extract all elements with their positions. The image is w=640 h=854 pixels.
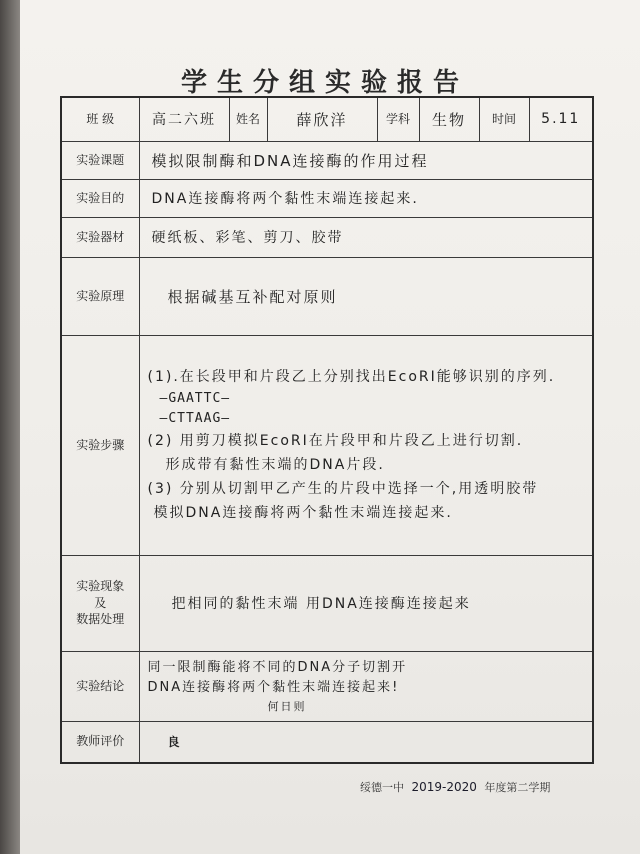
purpose-value: DNA连接酶将两个黏性末端连接起来.: [139, 179, 593, 217]
class-label: 班 级: [61, 97, 139, 141]
report-table: [60, 96, 594, 764]
materials-value: 硬纸板、彩笔、剪刀、胶带: [139, 217, 593, 257]
subject-label: 学科: [377, 97, 419, 141]
step-1: (1).在长段甲和片段乙上分别找出EcoRⅠ能够识别的序列.: [147, 369, 556, 385]
sequence-top: —GAATTC—: [159, 391, 231, 406]
principle-label: 实验原理: [61, 257, 139, 335]
time-value: 5.11: [529, 97, 593, 141]
step-3-cont: 模拟DNA连接酶将两个黏性末端连接起来.: [153, 505, 453, 521]
topic-label: 实验课题: [61, 141, 139, 179]
evaluation-label: 教师评价: [61, 721, 139, 763]
step-2: (2) 用剪刀模拟EcoRⅠ在片段甲和片段乙上进行切割.: [147, 433, 524, 449]
phenomenon-label-line3: 数据处理: [76, 612, 125, 627]
phenomenon-label-line2: 及: [94, 595, 107, 610]
phenomenon-label-line1: 实验现象: [76, 578, 125, 593]
topic-value: 模拟限制酶和DNA连接酶的作用过程: [139, 141, 593, 179]
steps-row: [61, 335, 593, 555]
evaluation-grade: 良: [139, 721, 593, 763]
steps-content: [139, 335, 593, 555]
purpose-row: [61, 179, 593, 217]
name-label: 姓名: [229, 97, 267, 141]
subject-value: 生物: [419, 97, 479, 141]
footer-school: 绥德一中: [360, 781, 404, 794]
report-title: 学生分组实验报告: [180, 68, 469, 98]
step-2-cont: 形成带有黏性末端的DNA片段.: [165, 457, 385, 473]
evaluation-row: [61, 721, 593, 763]
phenomenon-row: [61, 555, 593, 651]
time-label: 时间: [479, 97, 529, 141]
topic-row: [61, 141, 593, 179]
footer-years: 2019-2020: [411, 780, 477, 794]
conclusion-row: [61, 651, 593, 721]
principle-value: 根据碱基互补配对原则: [139, 257, 593, 335]
phenomenon-value: 把相同的黏性末端 用DNA连接酶连接起来: [139, 555, 593, 651]
materials-row: [61, 217, 593, 257]
footer-term-label: 年度第二学期: [484, 781, 551, 794]
phenomenon-label: [61, 555, 139, 651]
conclusion-line-2: DNA连接酶将两个黏性末端连接起来!: [147, 680, 400, 695]
conclusion-content: [139, 651, 593, 721]
conclusion-note: 何日则: [267, 700, 307, 713]
footer-term: [360, 779, 550, 795]
sequence-bottom: —CTTAAG—: [159, 411, 231, 426]
purpose-label: 实验目的: [61, 179, 139, 217]
steps-label: 实验步骤: [61, 335, 139, 555]
step-3: (3) 分别从切割甲乙产生的片段中选择一个,用透明胶带: [147, 481, 539, 497]
conclusion-line-1: 同一限制酶能将不同的DNA分子切割开: [147, 660, 408, 675]
conclusion-label: 实验结论: [61, 651, 139, 721]
header-row: [61, 97, 593, 141]
materials-label: 实验器材: [61, 217, 139, 257]
name-value: 薛欣洋: [267, 97, 377, 141]
principle-row: [61, 257, 593, 335]
class-value: 高二六班: [139, 97, 229, 141]
page-edge-shadow: [0, 0, 20, 854]
